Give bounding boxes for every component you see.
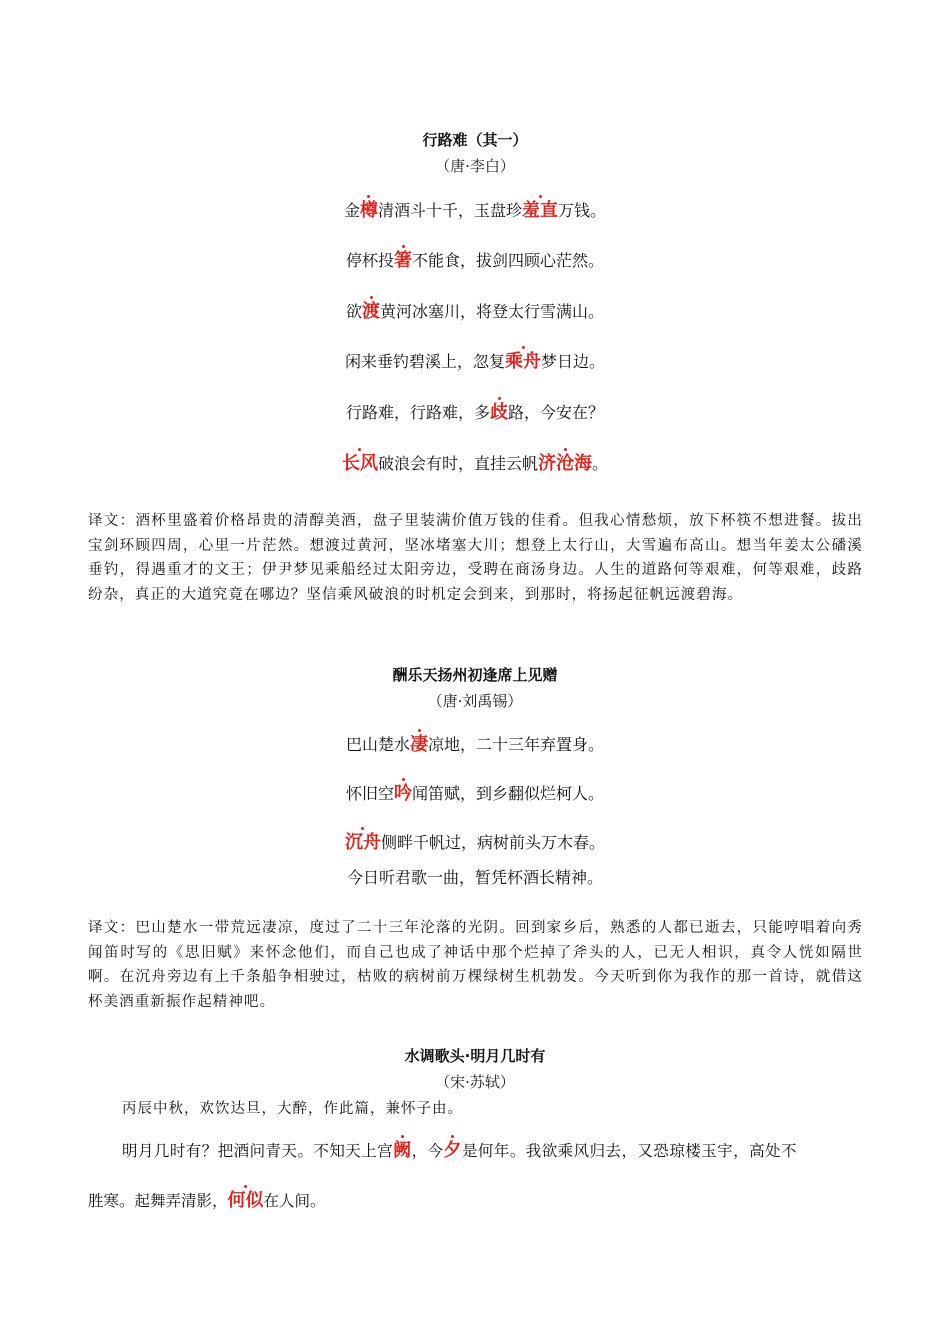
- text-run: 巴山楚水: [345, 735, 410, 754]
- text-run: 欲: [345, 302, 362, 321]
- text-run: 清酒斗十千，玉盘珍: [377, 201, 522, 220]
- poem2-translation: 译文：巴山楚水一带荒远凄凉，度过了二十三年沦落的光阴。回到家乡后，熟悉的人都已逝去，只能哼唱着向秀闻笛时写的《思旧赋》来怀念他们，而自己也成了神话中那个烂掉了斧头的人，已无人相识，真令人恍如隔世啊。在沉舟旁边有上千条船争相驶过，枯败的病树前万棵绿树生机勃发。今天听到你为我作的那一首诗，就借这杯美酒重新振作起精神吧。: [88, 920, 863, 1010]
- poem2-line: [0, 779, 950, 805]
- poem1-line: [0, 246, 950, 272]
- text-run: 万钱。: [558, 201, 607, 220]
- poem2-line: [0, 828, 950, 854]
- poem1-title: 行路难（其一）: [422, 131, 528, 149]
- highlighted-word: 何似: [227, 1190, 264, 1211]
- poem2-line: [0, 730, 950, 756]
- text-run: 今日听君歌一曲，暂凭杯酒长精神。: [346, 868, 603, 887]
- highlighted-word: 济沧海: [538, 453, 592, 474]
- poem1-translation: 译文：酒杯里盛着价格昂贵的清醇美酒，盘子里装满价值万钱的佳肴。但我心情愁烦，放下杯筷不想进餐。拔出宝剑环顾四周，心里一片茫然。想渡过黄河，坚冰堵塞大川；想登上太行山，大雪遍布高山。想当年姜太公磻溪垂钓，得遇重才的文王；伊尹梦见乘船经过太阳旁边，受聘在商汤身边。人生的道路何等艰难，何等艰难，歧路纷杂，真正的大道究竟在哪边？坚信乘风破浪的时机定会到来，到那时，将扬起征帆远渡碧海。: [88, 513, 863, 603]
- text-run: 梦日边。: [541, 352, 606, 371]
- text-run: 不能食，拔剑四顾心茫然。: [412, 251, 605, 270]
- highlighted-word: 长风: [341, 453, 378, 474]
- poem1-author: （唐·李白）: [435, 157, 515, 175]
- poem1-line: [0, 196, 950, 222]
- poem3-body-line: [122, 1136, 797, 1162]
- highlighted-word: 沉舟: [344, 832, 381, 853]
- text-run: 。: [592, 454, 609, 473]
- poem2-title: 酬乐天扬州初逢席上见赠: [392, 666, 558, 684]
- poem1-line: [0, 297, 950, 323]
- text-run: 破浪会有时，直挂云帆: [377, 454, 538, 473]
- highlighted-word: 渡: [362, 301, 380, 322]
- highlighted-word: 歧: [490, 402, 508, 423]
- highlighted-word: 凄: [410, 734, 428, 755]
- poem1-line: [0, 398, 950, 424]
- highlighted-word: 羞直: [522, 200, 558, 221]
- text-run: 胜寒。起舞弄清影，: [88, 1192, 228, 1210]
- poem2-line: [0, 865, 950, 888]
- poem3-title: 水调歌头·明月几时有: [404, 1047, 546, 1065]
- highlighted-word: 乘舟: [505, 351, 541, 372]
- poem1-line: [0, 347, 950, 373]
- text-run: 闲来垂钓碧溪上，忽复: [344, 352, 505, 371]
- highlighted-word: 吟: [394, 783, 412, 804]
- highlighted-word: 樽: [359, 200, 378, 221]
- poem3-preface: 丙辰中秋，欢饮达旦，大醉，作此篇，兼怀子由。: [122, 1101, 463, 1117]
- poem2-author: （唐·刘禹锡）: [427, 692, 523, 710]
- poem3-author: （宋·苏轼）: [435, 1073, 515, 1091]
- text-run: 停杯投: [345, 251, 394, 270]
- text-run: 侧畔千帆过，病树前头万木春。: [380, 833, 605, 852]
- highlighted-word: 阙: [393, 1140, 412, 1161]
- text-run: ，今: [411, 1142, 444, 1160]
- text-run: 行路难，行路难，多: [345, 403, 490, 422]
- highlighted-word: 夕: [443, 1140, 462, 1161]
- text-run: 怀旧空: [345, 784, 394, 803]
- poem1-line: [0, 449, 950, 475]
- text-run: 是何年。我欲乘风归去，又恐琼楼玉宇，高处不: [461, 1142, 797, 1160]
- highlighted-word: 箸: [394, 250, 412, 271]
- text-run: 金: [343, 201, 360, 220]
- text-run: 在人间。: [263, 1192, 326, 1210]
- text-run: 明月几时有？把酒问青天。不知天上宫: [122, 1142, 394, 1160]
- poem3-body-line: [88, 1186, 326, 1212]
- text-run: 闻笛赋，到乡翻似烂柯人。: [412, 784, 605, 803]
- text-run: 凉地，二十三年弃置身。: [428, 735, 605, 754]
- text-run: 黄河冰塞川，将登太行雪满山。: [380, 302, 605, 321]
- text-run: 路，今安在？: [508, 403, 605, 422]
